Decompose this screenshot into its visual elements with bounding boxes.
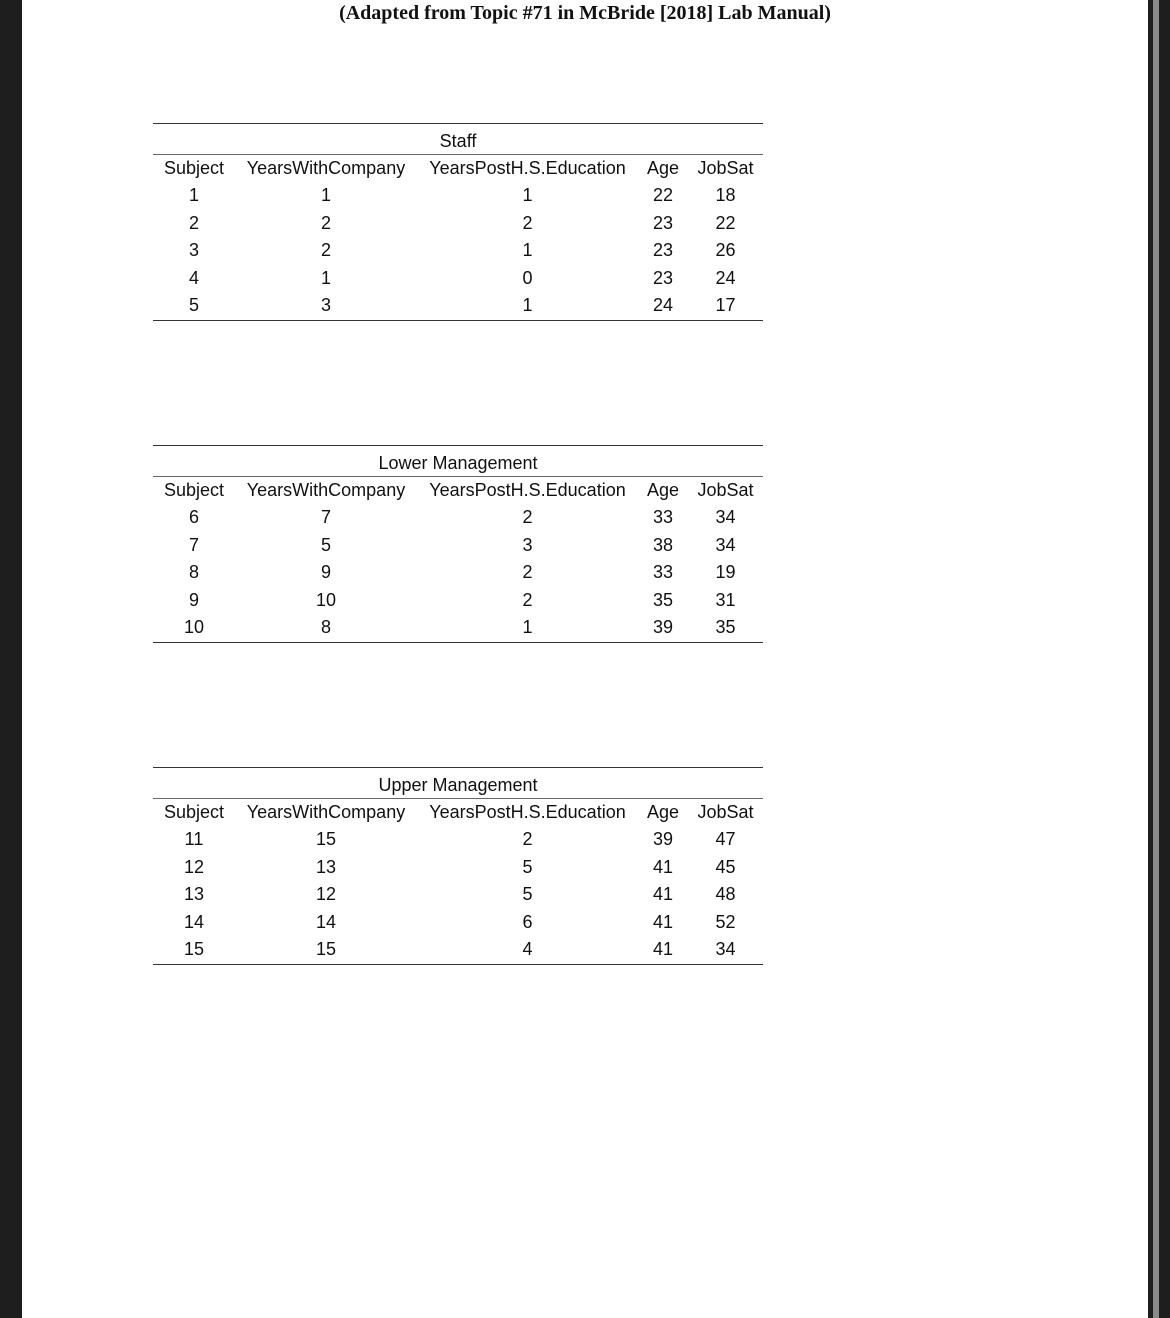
table-row xyxy=(153,559,763,587)
table-cell: 6 xyxy=(522,911,533,932)
table-row xyxy=(153,909,763,937)
table-cell: 34 xyxy=(715,507,736,528)
table-cell: 13 xyxy=(315,856,337,877)
table-cell: 38 xyxy=(652,534,674,555)
table-cell: 2 xyxy=(522,212,533,233)
table-cell: 24 xyxy=(638,292,688,320)
column-header: Age xyxy=(646,802,680,822)
table-cell: 23 xyxy=(652,240,674,261)
data-table-staff xyxy=(153,123,763,321)
table-cell: 12 xyxy=(315,884,337,905)
table-cell: 23 xyxy=(652,267,674,288)
table-row xyxy=(153,532,763,560)
table-cell: 34 xyxy=(715,534,736,555)
table-row xyxy=(153,210,763,238)
table-row xyxy=(153,854,763,882)
table-cell: 2 xyxy=(320,240,331,261)
table-cell: 4 xyxy=(188,267,199,288)
table-cell: 10 xyxy=(153,614,235,642)
table-row xyxy=(153,265,763,293)
table-cell: 1 xyxy=(522,185,533,206)
table-group-title: Staff xyxy=(153,124,763,155)
table-cell: 7 xyxy=(188,534,199,555)
table-cell: 41 xyxy=(652,884,674,905)
column-header: YearsWithCompany xyxy=(246,158,406,178)
table-cell: 1 xyxy=(320,267,331,288)
table-cell: 1 xyxy=(522,240,533,261)
column-header: YearsWithCompany xyxy=(246,480,406,500)
data-table-upper-management xyxy=(153,767,763,965)
table-cell: 35 xyxy=(688,614,763,642)
table-cell: 8 xyxy=(235,614,417,642)
column-header: Age xyxy=(646,158,680,178)
table-row xyxy=(153,504,763,532)
table-cell: 14 xyxy=(183,911,205,932)
column-header: YearsPostH.S.Education xyxy=(429,802,626,822)
document-page xyxy=(22,0,1148,1318)
data-table-lower-management xyxy=(153,445,763,643)
table-cell: 9 xyxy=(188,589,199,610)
table-row xyxy=(153,936,763,964)
table-cell: 5 xyxy=(522,856,533,877)
column-header: Age xyxy=(646,480,680,500)
column-header: JobSat xyxy=(697,158,754,178)
column-header: YearsWithCompany xyxy=(246,802,406,822)
table-cell: 18 xyxy=(715,185,736,206)
table-cell: 7 xyxy=(320,507,331,528)
table-group-title: Lower Management xyxy=(153,446,763,477)
table-cell: 1 xyxy=(320,185,331,206)
table-cell: 2 xyxy=(522,829,533,850)
table-cell: 5 xyxy=(153,292,235,320)
column-header: JobSat xyxy=(697,480,754,500)
table-cell: 41 xyxy=(638,936,688,964)
column-header: YearsPostH.S.Education xyxy=(429,158,626,178)
table-cell: 39 xyxy=(638,614,688,642)
table-cell: 15 xyxy=(153,936,235,964)
table-cell: 3 xyxy=(522,534,533,555)
column-header: Subject xyxy=(163,480,225,500)
table-cell: 13 xyxy=(183,884,205,905)
table-cell: 31 xyxy=(715,589,736,610)
table-row xyxy=(153,182,763,210)
table-cell: 8 xyxy=(188,562,199,583)
table-cell: 39 xyxy=(652,829,674,850)
table-cell: 33 xyxy=(652,507,674,528)
table-cell: 11 xyxy=(184,829,204,850)
table-cell: 22 xyxy=(652,185,674,206)
table-cell: 3 xyxy=(188,240,199,261)
table-cell: 33 xyxy=(652,562,674,583)
table-cell: 6 xyxy=(188,507,199,528)
table-cell: 24 xyxy=(715,267,736,288)
table-cell: 48 xyxy=(715,884,736,905)
table-cell: 9 xyxy=(320,562,331,583)
table-cell: 10 xyxy=(315,589,337,610)
table-cell: 15 xyxy=(315,829,337,850)
table-cell: 2 xyxy=(522,562,533,583)
column-header: YearsPostH.S.Education xyxy=(429,480,626,500)
table-cell: 1 xyxy=(417,292,638,320)
column-header: Subject xyxy=(163,802,225,822)
table-row xyxy=(153,587,763,615)
table-cell: 5 xyxy=(320,534,331,555)
table-cell: 19 xyxy=(715,562,736,583)
table-cell: 12 xyxy=(183,856,205,877)
column-header: Subject xyxy=(163,158,225,178)
table-row xyxy=(153,881,763,909)
table-cell: 2 xyxy=(188,212,199,233)
table-row xyxy=(153,292,763,320)
scrollbar-thumb[interactable] xyxy=(1153,0,1159,1318)
table-cell: 3 xyxy=(235,292,417,320)
table-cell: 17 xyxy=(688,292,763,320)
table-row xyxy=(153,826,763,854)
column-header: JobSat xyxy=(697,802,754,822)
table-cell: 45 xyxy=(715,856,736,877)
table-cell: 0 xyxy=(522,267,533,288)
table-cell: 47 xyxy=(715,829,736,850)
scrollbar-track[interactable] xyxy=(1148,0,1170,1318)
table-cell: 52 xyxy=(715,911,736,932)
table-row xyxy=(153,237,763,265)
table-cell: 41 xyxy=(652,856,674,877)
table-cell: 23 xyxy=(652,212,674,233)
table-cell: 2 xyxy=(522,507,533,528)
table-cell: 22 xyxy=(715,212,736,233)
table-cell: 5 xyxy=(522,884,533,905)
table-cell: 14 xyxy=(315,911,337,932)
table-cell: 2 xyxy=(522,589,533,610)
table-cell: 1 xyxy=(417,614,638,642)
table-group-title: Upper Management xyxy=(153,768,763,799)
table-cell: 2 xyxy=(320,212,331,233)
table-cell: 35 xyxy=(652,589,674,610)
table-cell: 15 xyxy=(235,936,417,964)
page-heading: (Adapted from Topic #71 in McBride [2018] Lab Manual) xyxy=(339,2,831,24)
table-cell: 41 xyxy=(652,911,674,932)
table-cell: 34 xyxy=(688,936,763,964)
table-cell: 1 xyxy=(188,185,199,206)
table-row xyxy=(153,614,763,642)
table-cell: 4 xyxy=(417,936,638,964)
table-cell: 26 xyxy=(715,240,736,261)
